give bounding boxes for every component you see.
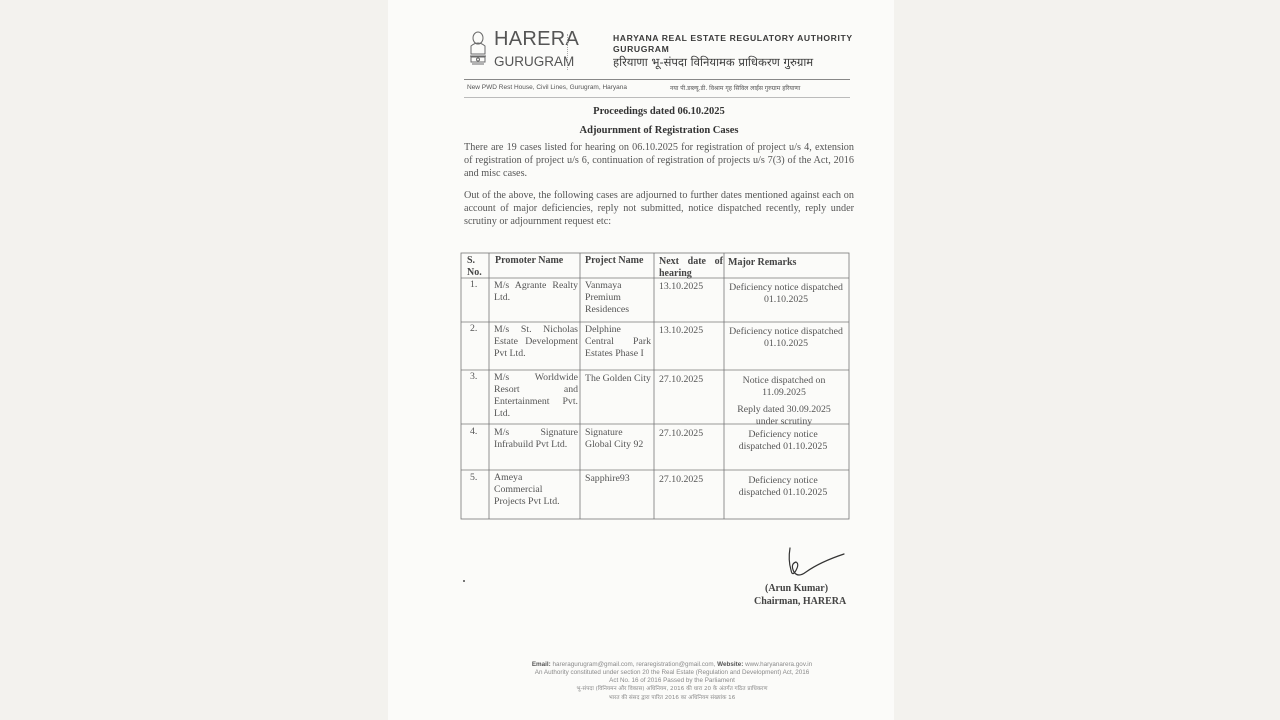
footer-line-5: भारत की संसद द्वारा पारित 2016 का अधिनियम संख्यांक 16 xyxy=(608,695,736,701)
stray-mark xyxy=(463,580,465,582)
row1-remark: Deficiency notice dispatched 01.10.2025 xyxy=(729,282,843,305)
harera-logo-sub: GURUGRAM xyxy=(494,54,575,69)
col-header-sno: S. No. xyxy=(467,255,482,278)
harera-logo: HARERA xyxy=(494,28,580,50)
footer-line-4: भू-संपदा (विनियमन और विकास) अधिनियम, 2016 की धारा 20 के अंतर्गत गठित प्राधिकरण xyxy=(576,686,768,692)
signatory-title: Chairman, HARERA xyxy=(754,596,847,607)
row3-date: 27.10.2025 xyxy=(659,374,704,385)
row4-date: 27.10.2025 xyxy=(659,428,704,439)
row2-promoter: M/s St. Nicholas Estate Development Pvt Ltd. xyxy=(494,324,578,359)
row3-promoter: M/s Worldwide Resort and Entertainment Pvt. Ltd. xyxy=(494,372,578,419)
subject-heading: Adjournment of Registration Cases xyxy=(579,125,739,136)
row1-sno: 1. xyxy=(470,279,478,290)
footer-website[interactable]: www.haryanarera.gov.in xyxy=(745,661,813,668)
footer-email-label: Email: xyxy=(531,661,551,668)
row5-promoter: Ameya Commercial Projects Pvt Ltd. xyxy=(494,472,560,507)
col-header-remarks: Major Remarks xyxy=(728,257,797,268)
row3-project: The Golden City xyxy=(585,373,651,384)
handwritten-signature xyxy=(786,546,848,582)
row3-remark-1: Notice dispatched on 11.09.2025 xyxy=(742,375,826,398)
row2-sno: 2. xyxy=(470,323,478,334)
signatory-name: (Arun Kumar) xyxy=(765,583,829,594)
row5-project: Sapphire93 xyxy=(585,473,630,484)
authority-city-en: GURUGRAM xyxy=(613,44,670,54)
authority-name-hi: हरियाणा भू-संपदा विनियामक प्राधिकरण गुरुग्राम xyxy=(613,55,814,69)
footer-email[interactable]: hareragurugram@gmail.com, reraregistration@gmail.com, xyxy=(552,661,716,668)
row1-project: Vanmaya Premium Residences xyxy=(585,280,630,315)
row5-sno: 5. xyxy=(470,472,478,483)
row2-remark: Deficiency notice dispatched 01.10.2025 xyxy=(729,326,843,349)
row1-date: 13.10.2025 xyxy=(659,281,704,292)
row4-sno: 4. xyxy=(470,426,478,437)
row4-remark: Deficiency notice dispatched 01.10.2025 xyxy=(738,429,828,452)
authority-name-en: HARYANA REAL ESTATE REGULATORY AUTHORITY xyxy=(613,33,853,43)
row4-promoter: M/s Signature Infrabuild Pvt Ltd. xyxy=(494,427,578,450)
row3-sno: 3. xyxy=(470,371,478,382)
row5-date: 27.10.2025 xyxy=(659,474,704,485)
footer-line-3: Act No. 16 of 2016 Passed by the Parliament xyxy=(609,677,735,684)
intro-paragraph: There are 19 cases listed for hearing on 06.10.2025 for registration of project u/s 4, extension of registration of project u/s 6, continuation of registration of projects u/s 7(3) of the Act, 2016 and misc cases. xyxy=(464,142,854,180)
address-en: New PWD Rest House, Civil Lines, Gurugram, Haryana xyxy=(467,84,628,91)
footer-contact xyxy=(470,661,874,669)
col-header-date: Next date of hearing xyxy=(659,256,723,279)
row3-remark-2: Reply dated 30.09.2025 under scrutiny xyxy=(737,404,831,427)
row1-promoter: M/s Agrante Realty Ltd. xyxy=(494,280,578,303)
row2-date: 13.10.2025 xyxy=(659,325,704,336)
footer-line-2: An Authority constituted under section 20 the Real Estate (Regulation and Development) Act, 2016 xyxy=(534,669,810,676)
row4-project: Signature Global City 92 xyxy=(585,427,644,450)
address-hi: नया पी.डब्ल्यू.डी. विश्राम गृह सिविल लाईंस गुरुग्राम हरियाणा xyxy=(670,85,801,92)
row5-remark: Deficiency notice dispatched 01.10.2025 xyxy=(738,475,828,498)
proceedings-heading: Proceedings dated 06.10.2025 xyxy=(593,106,725,117)
row2-project: Delphine Central Park Estates Phase I xyxy=(585,324,651,359)
adjournment-paragraph: Out of the above, the following cases are adjourned to further dates mentioned against each on account of major deficiencies, reply not submitted, notice dispatched recently, reply under scrutiny or adjournment request etc: xyxy=(464,190,854,228)
col-header-promoter: Promoter Name xyxy=(495,255,564,266)
footer-website-label: Website: xyxy=(717,661,744,668)
col-header-project: Project Name xyxy=(585,255,644,266)
